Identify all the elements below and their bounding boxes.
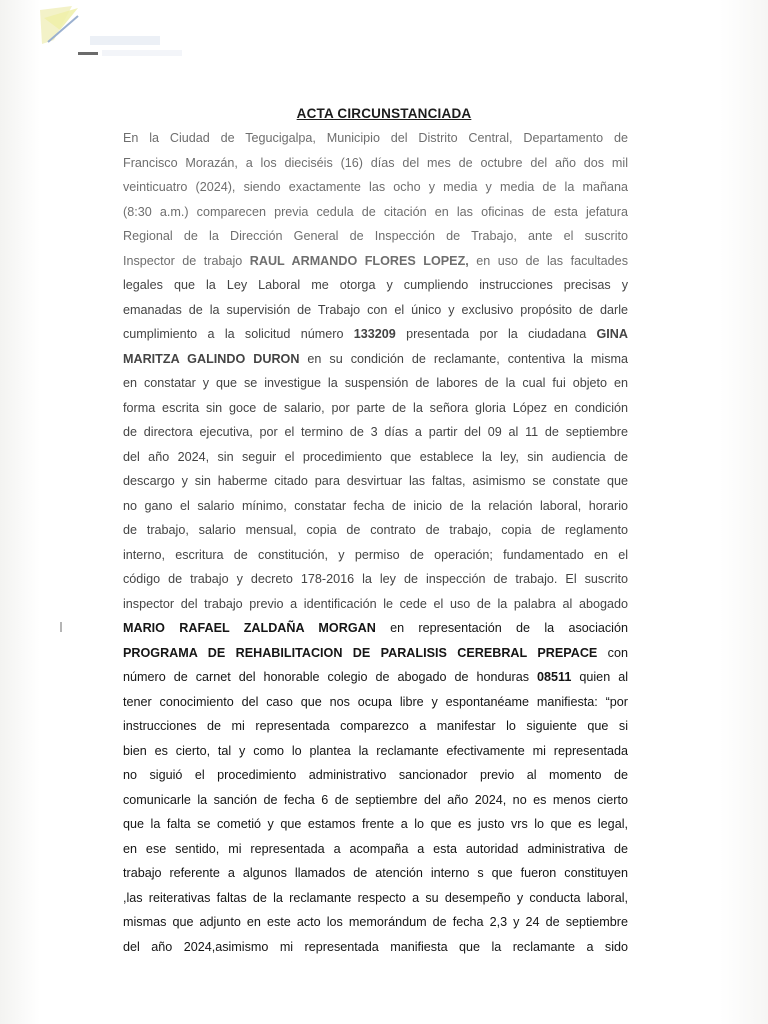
body-line [123,249,628,274]
body-line [123,494,628,519]
body-line [123,812,628,837]
text-segment: En la Ciudad de Tegucigalpa, Municipio del Distrito Central, Departamento de [123,131,628,145]
text-segment: trabajo referente a algunos llamados de atención interno s que fueron constituyen [123,866,628,880]
body-line [123,126,628,151]
bold-text: RAUL ARMANDO FLORES LOPEZ, [249,253,469,268]
body-line [123,518,628,543]
text-segment: en representación de la asociación [375,621,628,635]
text-segment: forma escrita sin goce de salario, por parte de la señora gloria López en condición [123,400,628,415]
text-segment: no siguió el procedimiento administrativo sancionador previo al momento de [123,768,628,782]
text-segment: descargo y sin haberme citado para desvirtuar las faltas, asimismo se constate que [123,474,628,488]
body-line [123,910,628,935]
text-segment: cumplimiento a la solicitud número [123,327,354,341]
text-segment: (8:30 a.m.) comparecen previa cedula de citación en las oficinas de esta jefatura [123,204,628,219]
body-line [123,641,628,666]
text-segment: Inspector de trabajo [123,253,250,268]
margin-mark [60,622,62,632]
bold-text: 133209 [353,327,396,341]
text-segment: código de trabajo y decreto 178-2016 la ley de inspección de trabajo. El suscrito [123,572,628,586]
body-line [123,469,628,494]
text-segment: de trabajo, salario mensual, copia de contrato de trabajo, copia de reglamento [123,523,628,537]
document-title: ACTA CIRCUNSTANCIADA [296,106,472,121]
body-line [123,200,628,225]
text-segment: instrucciones de mi representada comparezco a manifestar lo siguiente que si [123,719,628,733]
bold-text: MARITZA GALINDO DURON [123,351,300,366]
body-line [123,347,628,372]
body-line [123,322,628,347]
text-segment: del año 2024, sin seguir el procedimiento que establece la ley, sin audiencia de [123,449,628,464]
body-line [123,543,628,568]
body-line [123,763,628,788]
body-line [123,371,628,396]
body-line [123,224,628,249]
text-segment: en ese sentido, mi representada a acompaña a esta autoridad administrativa de [123,841,628,856]
text-segment: no gano el salario mínimo, constatar fecha de inicio de la relación laboral, horario [123,498,628,513]
document-body [123,126,628,959]
text-segment: número de carnet del honorable colegio de abogado de honduras [123,670,538,684]
text-segment: en su condición de reclamante, contentiva la misma [299,351,629,366]
body-line [123,151,628,176]
text-segment: inspector del trabajo previo a identificación le cede el uso de la palabra al abogado [123,596,628,611]
text-segment: veinticuatro (2024), siendo exactamente las ocho y media y media de la mañana [123,180,628,194]
text-segment: en constatar y que se investigue la suspensión de labores de la cual fui objeto en [123,376,628,390]
text-segment: Francisco Morazán, a los dieciséis (16) días del mes de octubre del año dos mil [123,155,628,170]
body-line [123,886,628,911]
text-segment: de directora ejecutiva, por el termino de 3 días a partir del 09 al 11 de septiembre [123,425,628,439]
text-segment: presentada por la ciudadana [395,327,597,341]
body-line [123,592,628,617]
text-segment: en uso de las facultades [468,253,628,268]
body-line [123,837,628,862]
body-line [123,298,628,323]
text-segment: mismas que adjunto en este acto los memorándum de fecha 2,3 y 24 de septiembre [123,915,628,929]
bold-text: 08511 [537,670,572,684]
text-segment: interno, escritura de constitución, y permiso de operación; fundamentado en el [123,547,628,562]
text-segment: legales que la Ley Laboral me otorga y cumpliendo instrucciones precisas y [123,278,628,292]
body-line [123,788,628,813]
body-line [123,739,628,764]
body-line [123,861,628,886]
letterhead-logo [38,6,208,66]
body-line [123,665,628,690]
body-line [123,445,628,470]
bold-text: GINA [596,327,628,341]
body-line [123,690,628,715]
text-segment: bien es cierto, tal y como lo plantea la reclamante efectivamente mi representada [123,743,628,758]
text-segment: emanadas de la supervisión de Trabajo con el único y exclusivo propósito de darle [123,302,628,317]
text-segment: con [597,645,628,660]
body-line [123,175,628,200]
body-line [123,616,628,641]
body-line [123,420,628,445]
body-line [123,567,628,592]
bold-text: MARIO RAFAEL ZALDAÑA MORGAN [123,621,376,635]
text-segment: Regional de la Dirección General de Inspección de Trabajo, ante el suscrito [123,229,628,243]
text-segment: quien al [571,670,628,684]
text-segment: del año 2024,asimismo mi representada manifiesta que la reclamante a sido [123,939,628,954]
body-line [123,273,628,298]
body-line [123,396,628,421]
text-segment: tener conocimiento del caso que nos ocupa libre y espontanéame manifiesta: “por [123,694,628,709]
text-segment: comunicarle la sanción de fecha 6 de septiembre del año 2024, no es menos cierto [123,792,628,807]
text-segment: ,las reiterativas faltas de la reclamante respecto a su desempeño y conducta laboral, [123,890,628,905]
body-line [123,935,628,960]
bold-text: PROGRAMA DE REHABILITACION DE PARALISIS CEREBRAL PREPACE [123,645,598,660]
body-line [123,714,628,739]
text-segment: que la falta se cometió y que estamos frente a lo que es justo vrs lo que es legal, [123,817,628,831]
